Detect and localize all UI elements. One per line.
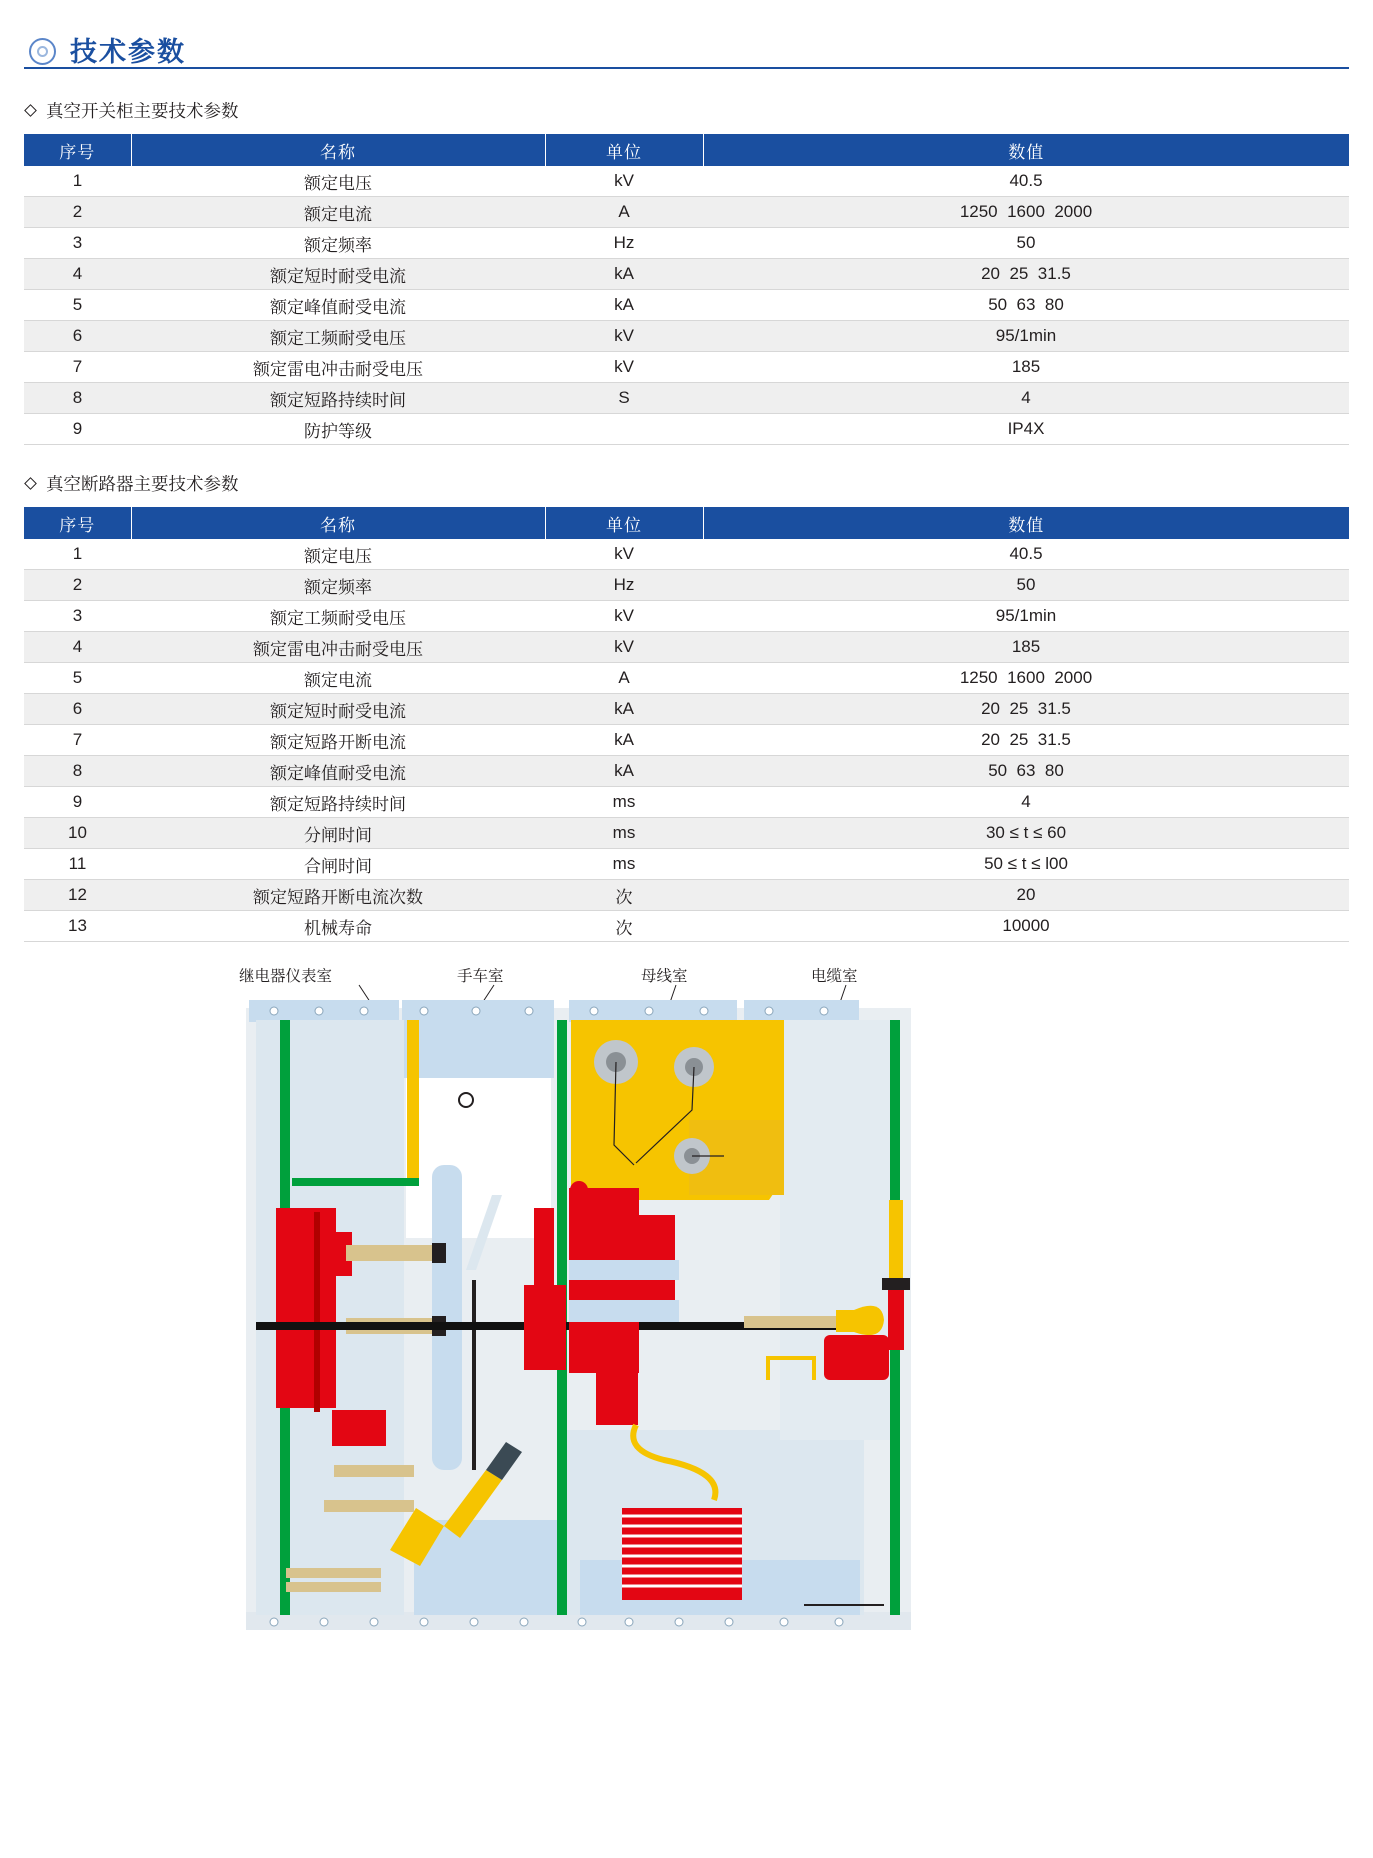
table-row — [24, 818, 1349, 849]
cell-no: 4 — [24, 632, 131, 663]
cell-value: IP4X — [703, 414, 1349, 445]
table-row — [24, 725, 1349, 756]
cell-name: 额定电流 — [131, 663, 545, 694]
cell-unit: ms — [545, 787, 703, 818]
table-header-row — [24, 507, 1349, 539]
section-heading-2-label: 真空断路器主要技术参数 — [46, 474, 239, 494]
column-header-unit: 单位 — [545, 134, 703, 166]
cell-no: 6 — [24, 694, 131, 725]
cell-value: 95/1min — [703, 321, 1349, 352]
cell-value: 50 63 80 — [703, 290, 1349, 321]
cell-unit: A — [545, 663, 703, 694]
cell-unit: Hz — [545, 228, 703, 259]
cell-name: 额定频率 — [131, 570, 545, 601]
table-row — [24, 787, 1349, 818]
table-header-row — [24, 134, 1349, 166]
cell-unit: kA — [545, 290, 703, 321]
cell-name: 额定工频耐受电压 — [131, 321, 545, 352]
cell-unit: kA — [545, 694, 703, 725]
cell-value: 30 ≤ t ≤ 60 — [703, 818, 1349, 849]
cell-name: 额定峰值耐受电流 — [131, 290, 545, 321]
callout-label-truck-room: 手车室 — [457, 968, 504, 985]
cell-no: 5 — [24, 290, 131, 321]
cell-name: 额定短时耐受电流 — [131, 694, 545, 725]
cell-name: 防护等级 — [131, 414, 545, 445]
table-row — [24, 321, 1349, 352]
cell-value: 20 — [703, 880, 1349, 911]
cell-value: 40.5 — [703, 539, 1349, 570]
busbar-room — [571, 1020, 784, 1200]
cell-no: 9 — [24, 414, 131, 445]
cell-unit: S — [545, 383, 703, 414]
cell-value: 185 — [703, 352, 1349, 383]
cell-unit: ms — [545, 818, 703, 849]
cabinet-roof-plates — [249, 1000, 859, 1022]
cell-value: 4 — [703, 787, 1349, 818]
section-heading-1-label: 真空开关柜主要技术参数 — [46, 101, 239, 121]
cell-value: 20 25 31.5 — [703, 694, 1349, 725]
cell-value: 40.5 — [703, 166, 1349, 197]
column-header-name: 名称 — [131, 134, 545, 166]
callout-label-busbar-room: 母线室 — [641, 968, 688, 985]
table-row — [24, 228, 1349, 259]
table-row — [24, 539, 1349, 570]
cell-unit: 次 — [545, 880, 703, 911]
cell-name: 额定峰值耐受电流 — [131, 756, 545, 787]
table-row — [24, 352, 1349, 383]
column-header-no: 序号 — [24, 507, 131, 539]
cell-unit: 次 — [545, 911, 703, 942]
column-header-value: 数值 — [703, 507, 1349, 539]
table-row — [24, 880, 1349, 911]
cell-no: 7 — [24, 725, 131, 756]
column-header-unit: 单位 — [545, 507, 703, 539]
cell-name: 额定频率 — [131, 228, 545, 259]
cell-no: 3 — [24, 228, 131, 259]
cell-name: 额定雷电冲击耐受电压 — [131, 352, 545, 383]
cell-value: 50 63 80 — [703, 756, 1349, 787]
table-row — [24, 601, 1349, 632]
cell-unit: kV — [545, 321, 703, 352]
table-row — [24, 259, 1349, 290]
cell-no: 3 — [24, 601, 131, 632]
table-row — [24, 663, 1349, 694]
cell-unit: kV — [545, 539, 703, 570]
callout-label-relay-room: 继电器仪表室 — [239, 968, 333, 985]
table-row — [24, 197, 1349, 228]
cell-no: 12 — [24, 880, 131, 911]
cell-unit: ms — [545, 849, 703, 880]
page-root — [0, 10, 1373, 1858]
cell-value: 1250 1600 2000 — [703, 197, 1349, 228]
cell-no: 8 — [24, 383, 131, 414]
cell-name: 额定短路开断电流 — [131, 725, 545, 756]
cell-value: 50 — [703, 570, 1349, 601]
cell-name: 额定短路持续时间 — [131, 383, 545, 414]
cell-name: 额定电流 — [131, 197, 545, 228]
cell-name: 额定短时耐受电流 — [131, 259, 545, 290]
diamond-icon — [24, 477, 37, 490]
cell-name: 额定电压 — [131, 539, 545, 570]
page-title: 技术参数 — [70, 37, 186, 67]
cell-no: 5 — [24, 663, 131, 694]
cell-value: 1250 1600 2000 — [703, 663, 1349, 694]
callout-label-cable-room: 电缆室 — [811, 968, 858, 985]
cell-no: 10 — [24, 818, 131, 849]
cell-value: 95/1min — [703, 601, 1349, 632]
table-row — [24, 911, 1349, 942]
cell-unit: kV — [545, 166, 703, 197]
cell-name: 额定短路开断电流次数 — [131, 880, 545, 911]
table-row — [24, 570, 1349, 601]
table-row — [24, 632, 1349, 663]
cell-unit: Hz — [545, 570, 703, 601]
cell-no: 13 — [24, 911, 131, 942]
cell-unit — [545, 414, 703, 445]
cell-no: 6 — [24, 321, 131, 352]
cell-value: 50 — [703, 228, 1349, 259]
table-row — [24, 166, 1349, 197]
section-heading-2 — [26, 471, 1349, 496]
table-row — [24, 694, 1349, 725]
table-row — [24, 290, 1349, 321]
cell-no: 8 — [24, 756, 131, 787]
table-row — [24, 756, 1349, 787]
cell-name: 分闸时间 — [131, 818, 545, 849]
cell-name: 机械寿命 — [131, 911, 545, 942]
table-row — [24, 849, 1349, 880]
cell-no: 1 — [24, 539, 131, 570]
cell-value: 20 25 31.5 — [703, 259, 1349, 290]
cell-unit: kV — [545, 352, 703, 383]
cell-no: 4 — [24, 259, 131, 290]
cell-name: 合闸时间 — [131, 849, 545, 880]
section-heading-1 — [26, 98, 1349, 123]
diamond-icon — [24, 104, 37, 117]
cell-no: 9 — [24, 787, 131, 818]
cell-unit: kV — [545, 632, 703, 663]
cell-name: 额定工频耐受电压 — [131, 601, 545, 632]
cell-value: 10000 — [703, 911, 1349, 942]
column-header-value: 数值 — [703, 134, 1349, 166]
table-row — [24, 383, 1349, 414]
cell-no: 2 — [24, 197, 131, 228]
spec-table-switchgear — [24, 134, 1349, 445]
cell-name: 额定短路持续时间 — [131, 787, 545, 818]
cell-no: 1 — [24, 166, 131, 197]
cell-name: 额定电压 — [131, 166, 545, 197]
cell-unit: A — [545, 197, 703, 228]
column-header-no: 序号 — [24, 134, 131, 166]
column-header-name: 名称 — [131, 507, 545, 539]
page-header — [24, 10, 1349, 72]
cell-no: 2 — [24, 570, 131, 601]
ring-icon — [29, 38, 56, 65]
cell-value: 185 — [703, 632, 1349, 663]
cell-value: 4 — [703, 383, 1349, 414]
header-divider — [24, 67, 1349, 69]
cell-no: 11 — [24, 849, 131, 880]
cell-unit: kA — [545, 756, 703, 787]
cell-name: 额定雷电冲击耐受电压 — [131, 632, 545, 663]
cabinet-diagram — [24, 960, 1349, 1650]
cell-value: 50 ≤ t ≤ l00 — [703, 849, 1349, 880]
spec-table-breaker — [24, 507, 1349, 942]
switchgear-cutaway-figure — [24, 960, 1349, 1650]
table-row — [24, 414, 1349, 445]
cell-no: 7 — [24, 352, 131, 383]
cell-unit: kV — [545, 601, 703, 632]
cell-value: 20 25 31.5 — [703, 725, 1349, 756]
cell-unit: kA — [545, 259, 703, 290]
cell-unit: kA — [545, 725, 703, 756]
